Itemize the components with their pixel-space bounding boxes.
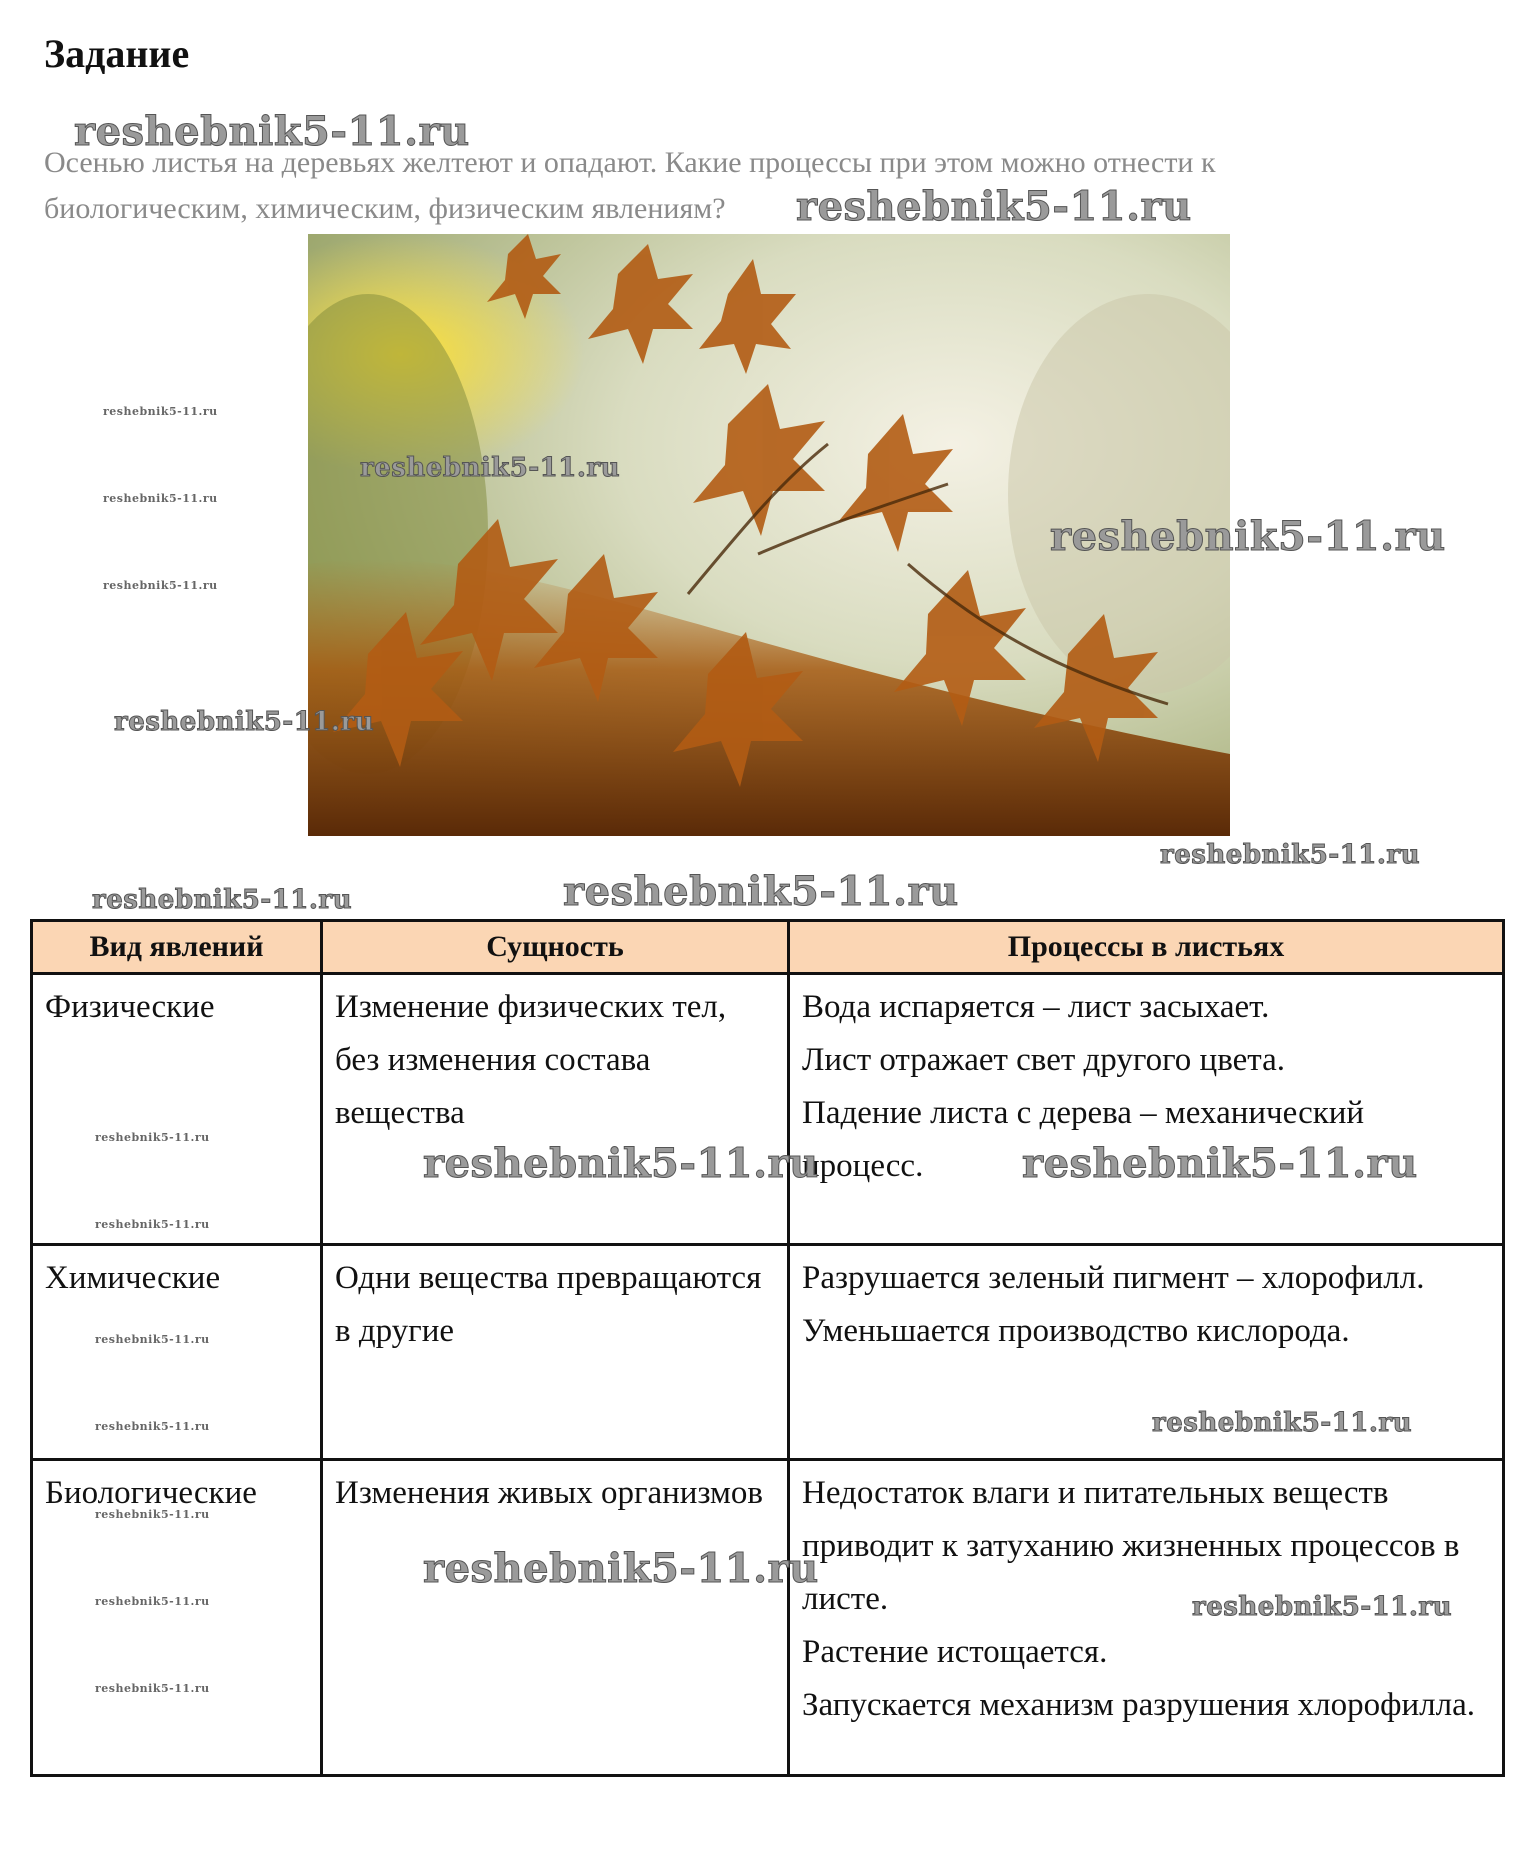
watermark: reshebnik5-11.ru: [95, 1333, 210, 1346]
essence-cell: Изменения живых организмов: [322, 1460, 789, 1776]
watermark: reshebnik5-11.ru: [563, 868, 959, 915]
essence-cell: Изменение физических тел, без изменения состава вещества: [322, 974, 789, 1245]
autumn-leaves-photo: [308, 234, 1230, 836]
process-line: Падение листа с дерева – механический процесс.: [802, 1095, 1365, 1184]
watermark: reshebnik5-11.ru: [1192, 1592, 1453, 1622]
process-line: Запускается механизм разрушения хлорофилла.: [802, 1687, 1476, 1723]
watermark: reshebnik5-11.ru: [95, 1131, 210, 1144]
processes-cell: [789, 1245, 1504, 1460]
watermark: reshebnik5-11.ru: [423, 1545, 819, 1592]
process-line: Вода испаряется – лист засыхает.: [802, 989, 1270, 1025]
watermark: reshebnik5-11.ru: [95, 1218, 210, 1231]
table-row: [32, 1460, 1504, 1776]
header-processes: Процессы в листьях: [789, 921, 1504, 974]
phenomena-table: [30, 919, 1505, 1777]
watermark: reshebnik5-11.ru: [92, 885, 353, 915]
watermark: reshebnik5-11.ru: [95, 1420, 210, 1433]
watermark: reshebnik5-11.ru: [360, 453, 621, 483]
watermark: reshebnik5-11.ru: [95, 1595, 210, 1608]
watermark: reshebnik5-11.ru: [1022, 1140, 1418, 1187]
processes-cell: [789, 1460, 1504, 1776]
process-line: Растение истощается.: [802, 1634, 1108, 1670]
process-line: Недостаток влаги и питательных веществ приводит к затуханию жизненных процессов в листе.: [802, 1475, 1460, 1617]
watermark: reshebnik5-11.ru: [423, 1140, 819, 1187]
page-heading: Задание: [44, 31, 190, 76]
kind-cell: Химические: [32, 1245, 322, 1460]
kind-cell: Физические: [32, 974, 322, 1245]
watermark: reshebnik5-11.ru: [103, 492, 218, 505]
watermark: reshebnik5-11.ru: [103, 405, 218, 418]
watermark: reshebnik5-11.ru: [74, 108, 470, 155]
header-essence: Сущность: [322, 921, 789, 974]
watermark: reshebnik5-11.ru: [1050, 513, 1446, 560]
processes-cell: [789, 974, 1504, 1245]
process-line: Лист отражает свет другого цвета.: [802, 1042, 1285, 1078]
watermark: reshebnik5-11.ru: [114, 707, 375, 737]
header-kind: Вид явлений: [32, 921, 322, 974]
watermark: reshebnik5-11.ru: [1160, 840, 1421, 870]
watermark: reshebnik5-11.ru: [95, 1508, 210, 1521]
process-line: Разрушается зеленый пигмент – хлорофилл.: [802, 1260, 1425, 1296]
process-line: Уменьшается производство кислорода.: [802, 1313, 1350, 1349]
watermark: reshebnik5-11.ru: [1152, 1408, 1413, 1438]
watermark: reshebnik5-11.ru: [95, 1682, 210, 1695]
table-row: [32, 1245, 1504, 1460]
kind-cell: Биологические: [32, 1460, 322, 1776]
table-row: [32, 974, 1504, 1245]
task-question: Осенью листья на деревьях желтеют и опадают. Какие процессы при этом можно отнести к биологическим, химическим, физическим явлениям?: [44, 146, 1216, 225]
table-header-row: [32, 921, 1504, 974]
essence-cell: Одни вещества превращаются в другие: [322, 1245, 789, 1460]
watermark: reshebnik5-11.ru: [796, 183, 1192, 230]
watermark: reshebnik5-11.ru: [103, 579, 218, 592]
